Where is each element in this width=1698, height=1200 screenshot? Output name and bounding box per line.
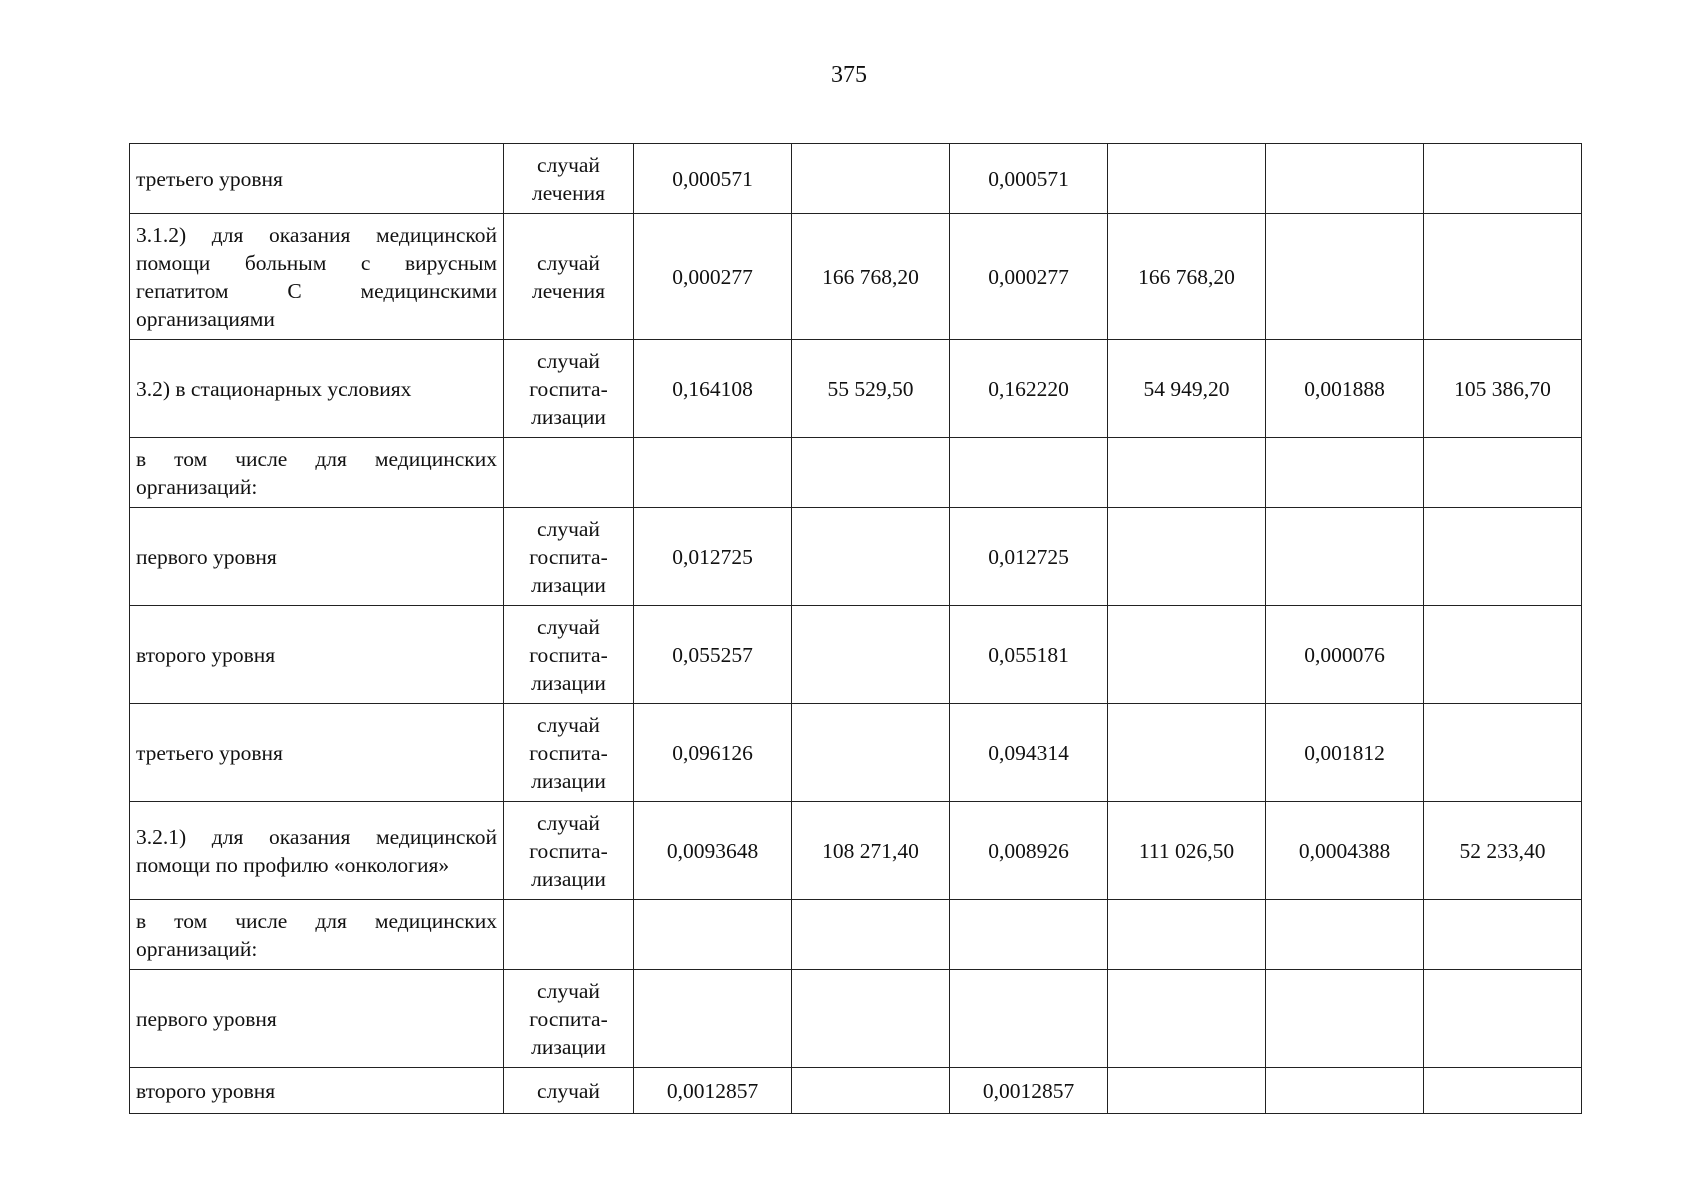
value-cell: 0,001888 bbox=[1266, 340, 1424, 438]
unit-line: лизации bbox=[531, 670, 606, 695]
table-row bbox=[130, 704, 1582, 802]
value-cell bbox=[1424, 606, 1582, 704]
value-cell bbox=[1424, 900, 1582, 970]
unit-cell bbox=[504, 508, 634, 606]
unit-cell bbox=[504, 340, 634, 438]
value-cell bbox=[1108, 606, 1266, 704]
row-name-cell: третьего уровня bbox=[130, 704, 504, 802]
unit-cell bbox=[504, 900, 634, 970]
value-cell bbox=[1266, 970, 1424, 1068]
value-cell bbox=[792, 606, 950, 704]
value-cell: 54 949,20 bbox=[1108, 340, 1266, 438]
value-cell: 0,000277 bbox=[634, 214, 792, 340]
value-cell: 52 233,40 bbox=[1424, 802, 1582, 900]
value-cell: 105 386,70 bbox=[1424, 340, 1582, 438]
value-cell bbox=[1266, 1068, 1424, 1114]
unit-line: госпита- bbox=[529, 1006, 608, 1031]
table-row bbox=[130, 1068, 1582, 1114]
value-cell bbox=[634, 900, 792, 970]
row-name-cell: первого уровня bbox=[130, 508, 504, 606]
value-cell: 0,164108 bbox=[634, 340, 792, 438]
value-cell bbox=[950, 970, 1108, 1068]
row-name-cell: 3.2) в стационарных условиях bbox=[130, 340, 504, 438]
table-body bbox=[130, 144, 1582, 1114]
table-row bbox=[130, 340, 1582, 438]
unit-cell bbox=[504, 144, 634, 214]
value-cell bbox=[1266, 144, 1424, 214]
value-cell: 0,000571 bbox=[950, 144, 1108, 214]
row-name-cell: второго уровня bbox=[130, 606, 504, 704]
value-cell bbox=[950, 438, 1108, 508]
unit-cell bbox=[504, 214, 634, 340]
value-cell bbox=[1424, 704, 1582, 802]
value-cell bbox=[1108, 1068, 1266, 1114]
value-cell: 0,000277 bbox=[950, 214, 1108, 340]
row-name-cell: третьего уровня bbox=[130, 144, 504, 214]
value-cell bbox=[1108, 900, 1266, 970]
unit-cell bbox=[504, 1068, 634, 1114]
value-cell bbox=[792, 970, 950, 1068]
value-cell: 0,094314 bbox=[950, 704, 1108, 802]
unit-line: лечения bbox=[532, 278, 605, 303]
value-cell: 111 026,50 bbox=[1108, 802, 1266, 900]
value-cell bbox=[1108, 144, 1266, 214]
value-cell bbox=[1266, 900, 1424, 970]
unit-line: случай bbox=[537, 614, 600, 639]
value-cell bbox=[1424, 144, 1582, 214]
row-name-cell: первого уровня bbox=[130, 970, 504, 1068]
unit-line: госпита- bbox=[529, 838, 608, 863]
value-cell bbox=[1424, 970, 1582, 1068]
value-cell: 0,0012857 bbox=[634, 1068, 792, 1114]
value-cell bbox=[1108, 970, 1266, 1068]
value-cell bbox=[1424, 508, 1582, 606]
value-cell: 0,0093648 bbox=[634, 802, 792, 900]
value-cell: 0,055181 bbox=[950, 606, 1108, 704]
unit-line: лизации bbox=[531, 768, 606, 793]
table-row bbox=[130, 214, 1582, 340]
table-row bbox=[130, 508, 1582, 606]
table-row bbox=[130, 802, 1582, 900]
row-name-cell: 3.2.1) для оказания медицинской помощи по профилю «онкология» bbox=[130, 802, 504, 900]
value-cell: 0,012725 bbox=[950, 508, 1108, 606]
value-cell bbox=[792, 144, 950, 214]
value-cell: 0,000076 bbox=[1266, 606, 1424, 704]
value-cell: 0,0004388 bbox=[1266, 802, 1424, 900]
table-row bbox=[130, 970, 1582, 1068]
value-cell: 0,096126 bbox=[634, 704, 792, 802]
value-cell: 0,0012857 bbox=[950, 1068, 1108, 1114]
unit-cell bbox=[504, 606, 634, 704]
value-cell bbox=[1424, 438, 1582, 508]
unit-line: лизации bbox=[531, 866, 606, 891]
unit-line: лечения bbox=[532, 180, 605, 205]
value-cell bbox=[1266, 438, 1424, 508]
unit-line: случай bbox=[537, 1078, 600, 1103]
page-number: 375 bbox=[831, 62, 867, 88]
table-row bbox=[130, 144, 1582, 214]
value-cell: 0,000571 bbox=[634, 144, 792, 214]
value-cell: 108 271,40 bbox=[792, 802, 950, 900]
table-row bbox=[130, 606, 1582, 704]
value-cell bbox=[634, 970, 792, 1068]
value-cell: 166 768,20 bbox=[792, 214, 950, 340]
value-cell bbox=[792, 508, 950, 606]
value-cell bbox=[792, 438, 950, 508]
value-cell bbox=[1266, 214, 1424, 340]
data-table bbox=[129, 143, 1582, 1114]
value-cell bbox=[1108, 438, 1266, 508]
value-cell bbox=[634, 438, 792, 508]
unit-cell bbox=[504, 970, 634, 1068]
unit-line: случай bbox=[537, 810, 600, 835]
unit-line: случай bbox=[537, 348, 600, 373]
unit-line: госпита- bbox=[529, 740, 608, 765]
unit-line: госпита- bbox=[529, 642, 608, 667]
value-cell bbox=[1266, 508, 1424, 606]
unit-line: случай bbox=[537, 250, 600, 275]
unit-line: случай bbox=[537, 516, 600, 541]
value-cell: 0,162220 bbox=[950, 340, 1108, 438]
value-cell: 55 529,50 bbox=[792, 340, 950, 438]
unit-line: госпита- bbox=[529, 376, 608, 401]
value-cell: 0,055257 bbox=[634, 606, 792, 704]
unit-line: госпита- bbox=[529, 544, 608, 569]
unit-cell bbox=[504, 704, 634, 802]
value-cell bbox=[1108, 508, 1266, 606]
value-cell bbox=[792, 900, 950, 970]
value-cell bbox=[950, 900, 1108, 970]
row-name-cell: в том числе для медицинских организаций: bbox=[130, 900, 504, 970]
value-cell: 0,012725 bbox=[634, 508, 792, 606]
table-row bbox=[130, 900, 1582, 970]
unit-line: лизации bbox=[531, 572, 606, 597]
row-name-cell: второго уровня bbox=[130, 1068, 504, 1114]
unit-line: случай bbox=[537, 978, 600, 1003]
unit-cell bbox=[504, 802, 634, 900]
unit-cell bbox=[504, 438, 634, 508]
unit-line: лизации bbox=[531, 404, 606, 429]
unit-line: лизации bbox=[531, 1034, 606, 1059]
value-cell bbox=[1108, 704, 1266, 802]
row-name-cell: 3.1.2) для оказания медицинской помощи больным с вирусным гепатитом С медицинскими организациями bbox=[130, 214, 504, 340]
value-cell bbox=[792, 1068, 950, 1114]
value-cell bbox=[1424, 214, 1582, 340]
value-cell: 166 768,20 bbox=[1108, 214, 1266, 340]
value-cell bbox=[1424, 1068, 1582, 1114]
value-cell bbox=[792, 704, 950, 802]
unit-line: случай bbox=[537, 152, 600, 177]
value-cell: 0,001812 bbox=[1266, 704, 1424, 802]
value-cell: 0,008926 bbox=[950, 802, 1108, 900]
unit-line: случай bbox=[537, 712, 600, 737]
row-name-cell: в том числе для медицинских организаций: bbox=[130, 438, 504, 508]
table-row bbox=[130, 438, 1582, 508]
